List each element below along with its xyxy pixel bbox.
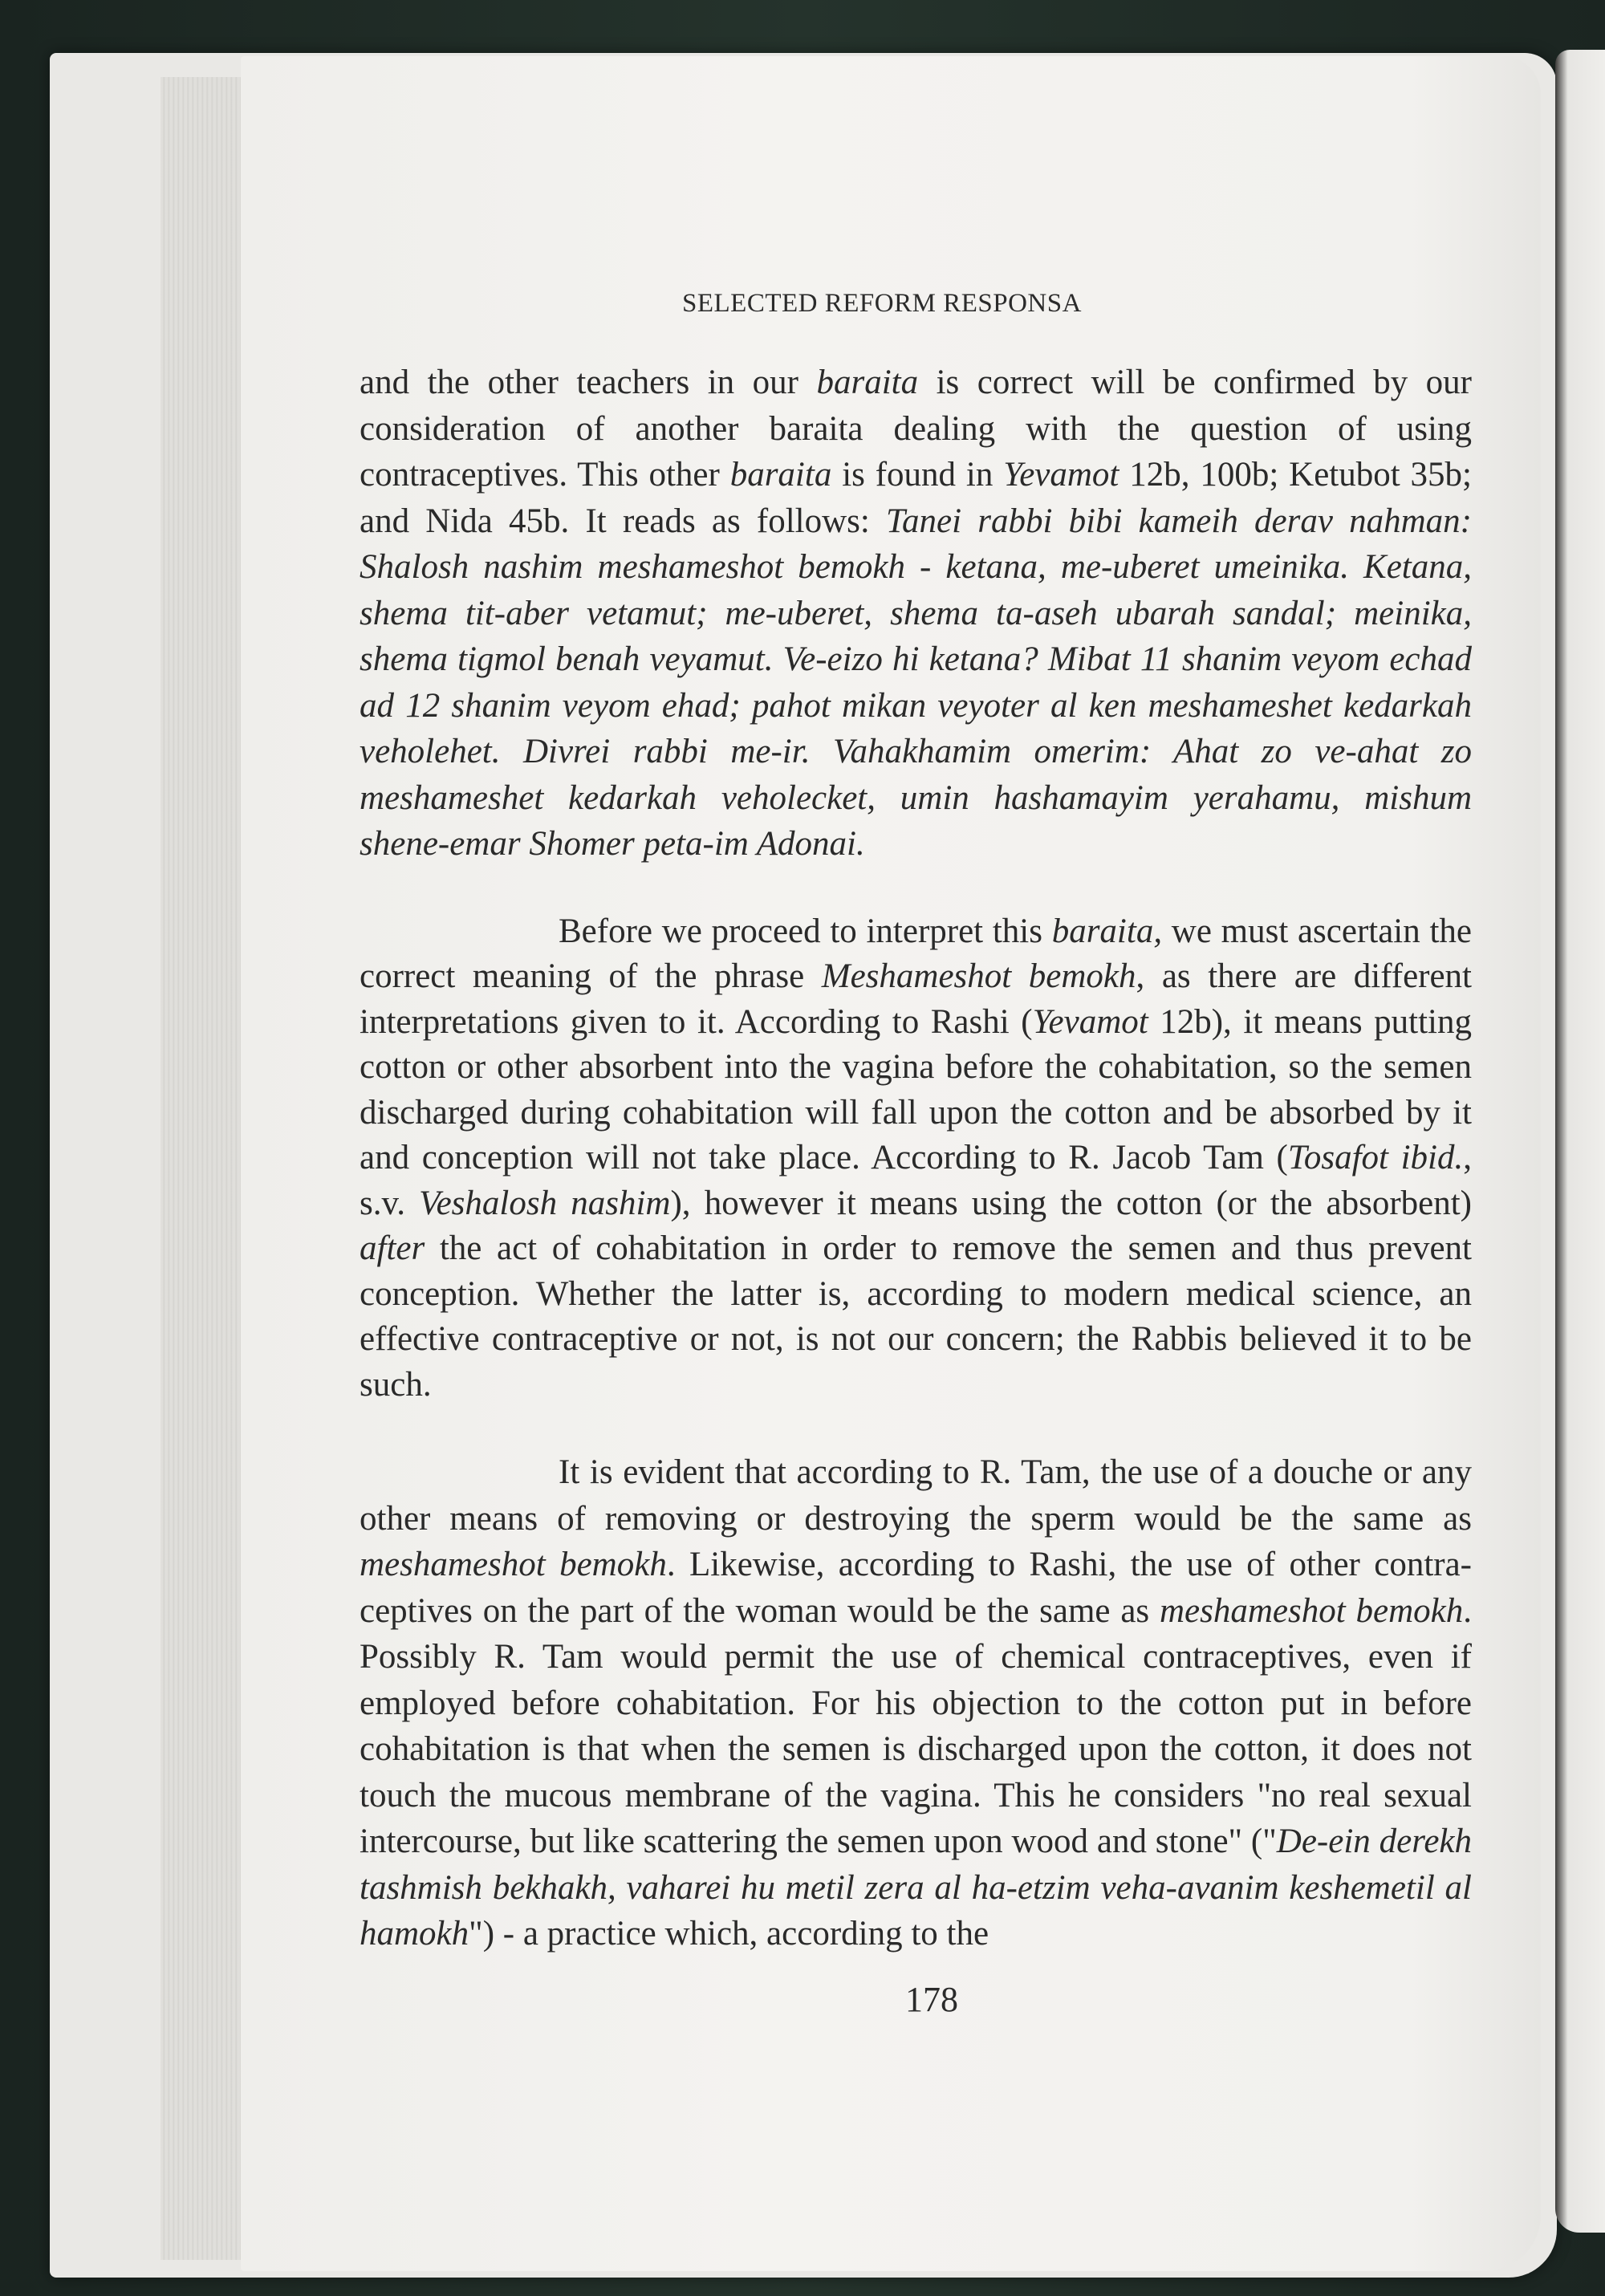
hebrew-quotation: De-ein derekh tashmish bekhakh, vaharei hu metil zera al ha-etzim veha-avanim keshemetil al hamokh	[360, 1823, 1473, 1953]
page-number: 178	[905, 1980, 958, 2019]
italic-run: baraita	[729, 456, 832, 494]
facing-page-edge	[1555, 50, 1605, 2233]
text-run: . Possibly R. Tam would permit the use of chemical contraceptives, even if employed before cohabitation. For his objection to the cotton put in before cohabitation is that when the semen is discharged upon the cotton, it does not touch the mucous membrane of the vagina. This he considers "no real sexual intercourse, but like scattering the semen upon wood and stone" ("	[360, 1591, 1472, 1860]
italic-run: baraita,	[1051, 912, 1163, 950]
italic-run: meshameshot bemokh	[1160, 1591, 1464, 1630]
italic-run: Yevamot	[1032, 1002, 1148, 1041]
paragraph-2	[360, 909, 1472, 1408]
italic-run: Tosafot ibid.	[1287, 1139, 1464, 1176]
page-edges	[160, 77, 241, 2260]
text-run: 12b), it means putting cotton or other absorbent into the vagina before the cohabitation, so the semen discharged during cohabitation will fall upon the cotton and be absorbed by it and conception will not take place. According to R. Jacob Tam (	[360, 1002, 1472, 1176]
italic-run: Veshalosh nashim	[419, 1184, 671, 1222]
italic-run: after	[360, 1229, 425, 1267]
text-run: , as there are different interpretations given to it. According to Rashi (	[360, 957, 1473, 1041]
text-run: we must ascertain the correct meaning of the phrase	[360, 912, 1472, 995]
text-run: It is evident that according to R. Tam, the use of a douche or any other means of removing or destroying the sperm would be the same as	[360, 1453, 1472, 1538]
text-run: . Likewise, according to Rashi, the use of other contra-ceptives on the part of the woman would be the same as	[360, 1546, 1473, 1630]
paragraph-3	[360, 1449, 1472, 1957]
text-run: ") - a practice which, according to the	[469, 1915, 989, 1953]
italic-run: Yevamot	[1003, 456, 1119, 494]
text-run: Before we proceed to interpret this	[559, 912, 1052, 950]
running-head: SELECTED REFORM RESPONSA	[682, 289, 1082, 318]
text-run: is found in	[831, 456, 1004, 494]
italic-run: Meshameshot bemokh	[821, 957, 1136, 995]
text-run: the act of cohabitation in order to remove the semen and thus prevent conception. Whether the latter is, according to modern medical science, an effective contraceptive or not, is not our concern; the Rabbis believed it to be such.	[360, 1229, 1472, 1404]
text-run: and the other teachers in our	[360, 364, 817, 401]
hebrew-quotation: Tanei rabbi bibi kameih derav nahman: Shalosh nashim meshameshot bemokh - ketana, me-uberet umeinika. Ketana, shema tit-aber vetamut; me-uberet, shema ta-aseh ubarah sandal; meinika, shema tigmol benah veyamut. Ve-eizo hi ketana? Mibat 11 shanim veyom echad ad 12 shanim veyom ehad; pahot mikan veyoter al ken meshameshet kedarkah veholehet. Divrei rabbi me-ir. Vahakhamim omerim: Ahat zo ve-ahat zo meshameshet kedarkah veholecket, umin hashamayim yerahamu, mishum shene-emar Shomer peta-im Adonai.	[360, 502, 1472, 863]
body-text	[360, 360, 1472, 1957]
paragraph-1	[360, 360, 1472, 868]
text-run: , s.v.	[360, 1139, 1472, 1222]
italic-run: baraita	[816, 364, 919, 401]
text-run: 12b, 100b; Ketubot 35b; and Nida 45b. It reads as follows:	[360, 456, 1472, 540]
text-run: is correct will be confirmed by our consideration of another baraita dealing with the question of using contraceptives. This other	[360, 364, 1472, 494]
italic-run: meshameshot bemokh	[360, 1546, 667, 1583]
text-run: ), however it means using the cotton (or the absorbent)	[670, 1184, 1472, 1222]
